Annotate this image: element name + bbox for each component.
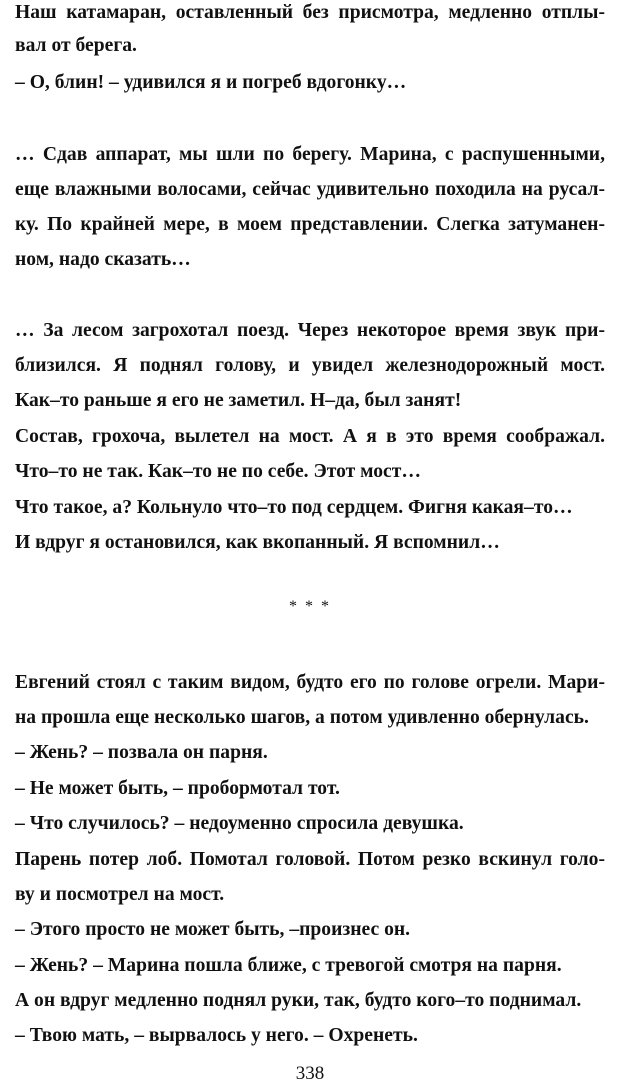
text-line: – Не может быть, – пробормотал тот. <box>15 778 340 799</box>
text-line: Парень потер лоб. Помотал головой. Потом резко вскинул голо- <box>15 849 605 870</box>
text-line: Евгений стоял с таким видом, будто его по голове огрели. Мари- <box>15 672 605 693</box>
text-line: А он вдруг медленно поднял руки, так, будто кого–то поднимал. <box>15 990 582 1011</box>
text-line: – Этого просто не может быть, –произнес он. <box>15 919 411 940</box>
text-line: ву и посмотрел на мост. <box>15 884 225 905</box>
section-separator: * * * <box>289 598 331 615</box>
text-line: – Жень? – Марина пошла ближе, с тревогой смотря на парня. <box>15 955 562 976</box>
text-line: Состав, грохоча, вылетел на мост. А я в это время соображал. <box>15 426 605 447</box>
text-line: на прошла еще несколько шагов, а потом удивленно обернулась. <box>15 707 589 728</box>
text-line: – О, блин! – удивился я и погреб вдогонку… <box>15 72 407 93</box>
text-line: Что такое, а? Кольнуло что–то под сердцем. Фигня какая–то… <box>15 497 573 518</box>
text-line: … Сдав аппарат, мы шли по берегу. Марина, с распушенными, <box>15 144 605 165</box>
text-line: ном, надо сказать… <box>15 249 191 270</box>
text-line: Что–то не так. Как–то не по себе. Этот мост… <box>15 461 421 482</box>
text-line: – Твою мать, – вырвалось у него. – Охренеть. <box>15 1025 418 1046</box>
page-number: 338 <box>295 1063 325 1084</box>
text-line: – Жень? – позвала он парня. <box>15 742 268 763</box>
text-line: близился. Я поднял голову, и увидел железнодорожный мост. <box>15 355 605 376</box>
text-line: И вдруг я остановился, как вкопанный. Я вспомнил… <box>15 532 500 553</box>
text-line: Наш катамаран, оставленный без присмотра, медленно отплы- <box>15 2 605 23</box>
text-line: вал от берега. <box>15 35 137 56</box>
text-line: ку. По крайней мере, в моем представлении. Слегка затуманен- <box>15 214 605 235</box>
text-line: еще влажными волосами, сейчас удивительно походила на русал- <box>15 179 605 200</box>
text-line: – Что случилось? – недоуменно спросила девушка. <box>15 813 464 834</box>
text-line: Как–то раньше я его не заметил. Н–да, был занят! <box>15 390 462 411</box>
text-line: … За лесом загрохотал поезд. Через некоторое время звук при- <box>15 320 605 341</box>
